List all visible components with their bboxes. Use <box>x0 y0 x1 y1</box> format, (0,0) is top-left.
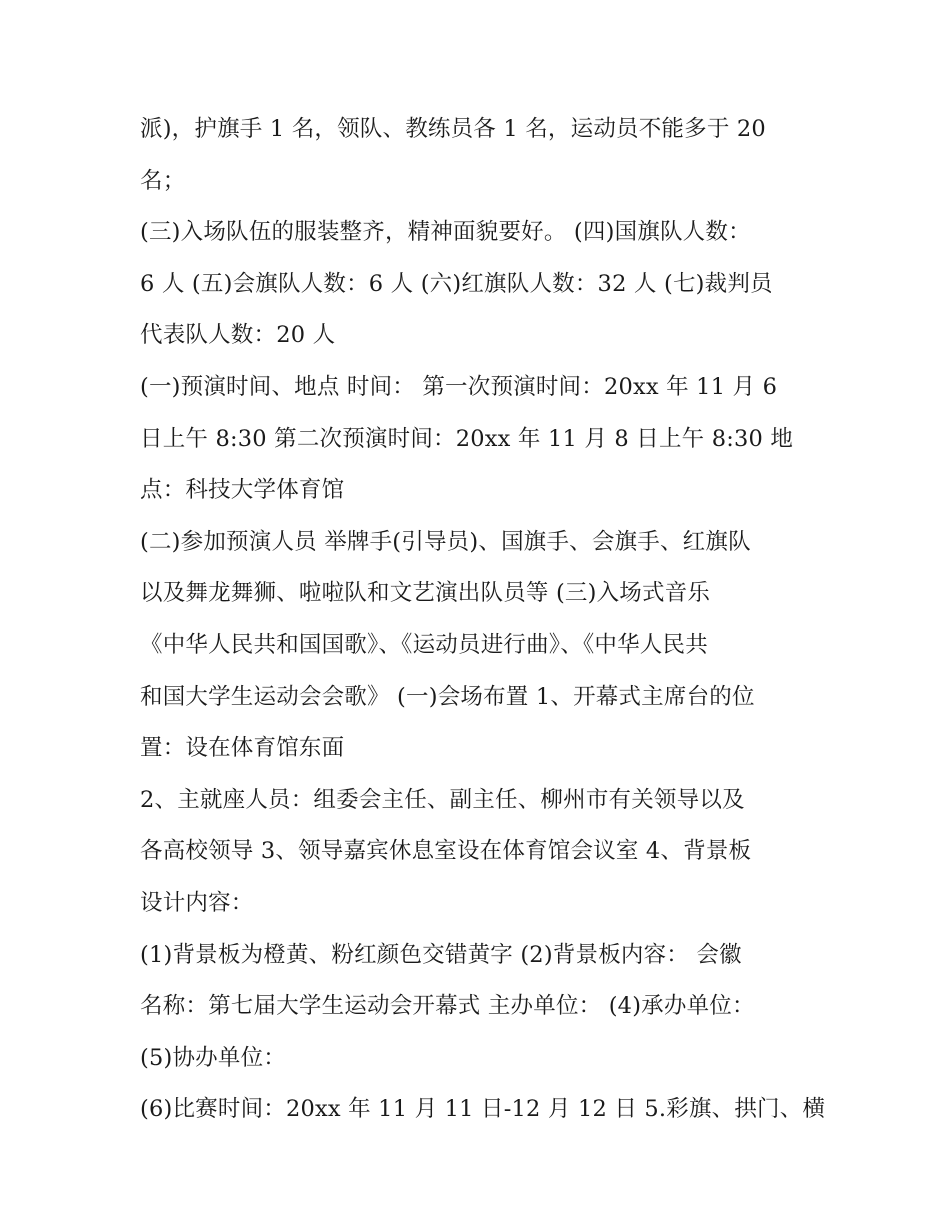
text-line: 代表队人数：20 人 <box>140 322 336 349</box>
text-line: (一)预演时间、地点 时间： 第一次预演时间：20xx 年 11 月 6 <box>140 373 778 400</box>
text-line: (二)参加预演人员 举牌手(引导员)、国旗手、会旗手、红旗队 <box>140 528 751 555</box>
text-line: 以及舞龙舞狮、啦啦队和文艺演出队员等 (三)入场式音乐 <box>140 580 711 607</box>
document-body <box>140 104 826 1136</box>
text-line: (三)入场队伍的服装整齐，精神面貌要好。 (四)国旗队人数： <box>140 219 751 246</box>
text-line: 日上午 8:30 第二次预演时间：20xx 年 11 月 8 日上午 8:30 地 <box>140 425 794 452</box>
text-line: 名； <box>140 167 186 194</box>
text-line: 点：科技大学体育馆 <box>140 477 345 504</box>
text-line: 6 人 (五)会旗队人数：6 人 (六)红旗队人数：32 人 (七)裁判员 <box>140 270 773 297</box>
text-line: 置：设在体育馆东面 <box>140 735 345 762</box>
text-line: 派)，护旗手 1 名，领队、教练员各 1 名，运动员不能多于 20 <box>140 116 766 142</box>
text-line: 《中华人民共和国国歌》、《运动员进行曲》、《中华人民共 <box>140 631 708 658</box>
text-line: (1)背景板为橙黄、粉红颜色交错黄字 (2)背景板内容： 会徽 <box>140 941 742 968</box>
text-line: 2、主就座人员：组委会主任、副主任、柳州市有关领导以及 <box>140 786 745 813</box>
text-line: 和国大学生运动会会歌》 (一)会场布置 1、开幕式主席台的位 <box>140 683 755 710</box>
text-line: 名称：第七届大学生运动会开幕式 主办单位： (4)承办单位： <box>140 993 755 1020</box>
text-line: (6)比赛时间：20xx 年 11 月 11 日-12 月 12 日 5.彩旗、拱门、横 <box>140 1096 826 1123</box>
text-line: (5)协办单位： <box>140 1044 286 1071</box>
text-line: 设计内容： <box>140 889 254 916</box>
text-line: 各高校领导 3、领导嘉宾休息室设在体育馆会议室 4、背景板 <box>140 838 752 865</box>
